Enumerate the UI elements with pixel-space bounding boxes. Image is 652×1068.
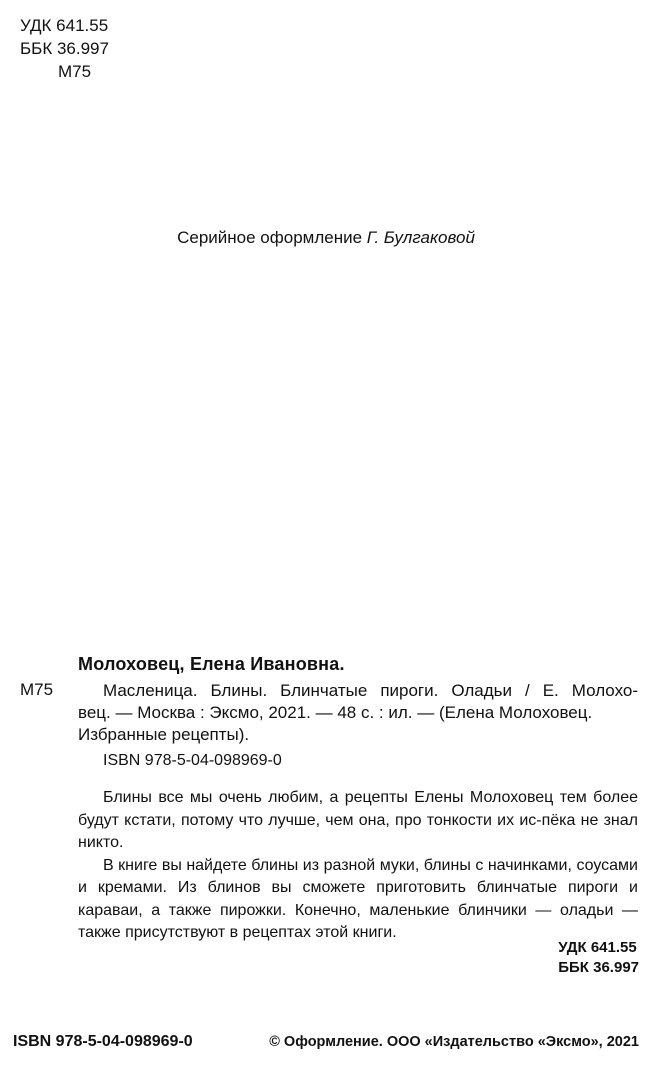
annotation bbox=[78, 787, 638, 945]
bbk-code-bottom: ББК 36.997 bbox=[558, 959, 639, 976]
isbn-line: ISBN 978-5-04-098969-0 bbox=[103, 752, 282, 769]
description-rest: вец. — Москва : Эксмо, 2021. — 48 с. : ил. — (Елена Молоховец. Избранные рецепты). bbox=[78, 703, 593, 744]
bbk-code: ББК 36.997 bbox=[20, 39, 109, 58]
udk-code-bottom: УДК 641.55 bbox=[558, 939, 637, 956]
annotation-paragraph-2: В книге вы найдете блины из разной муки, блины с начинками, соусами и кремами. Из блинов вы сможете приготовить блинчатые пироги и караваи, а также пирожки. Конечно, маленькие блинчики — оладьи — также присутствуют в рецептах этой книги. bbox=[78, 856, 638, 941]
footer-isbn: ISBN 978-5-04-098969-0 bbox=[13, 1033, 193, 1050]
bibliographic-description bbox=[78, 680, 638, 746]
udk-code: УДК 641.55 bbox=[20, 16, 109, 35]
footer-copyright: © Оформление. ООО «Издательство «Эксмо», 2021 bbox=[269, 1034, 639, 1050]
credit-name: Г. Булгаковой bbox=[366, 228, 475, 247]
author-heading: Молоховец, Елена Ивановна. bbox=[78, 654, 345, 674]
description-line-1: Масленица. Блины. Блинчатые пироги. Оладьи / Е. Молохо- bbox=[103, 681, 638, 700]
author-sign-code: М75 bbox=[58, 62, 92, 81]
classification-codes-bottom bbox=[558, 938, 639, 978]
classification-codes-top bbox=[20, 14, 109, 83]
series-design-credit bbox=[0, 228, 652, 248]
credit-label: Серийное оформление bbox=[177, 228, 367, 247]
author-sign-side: М75 bbox=[20, 680, 54, 699]
annotation-paragraph-1: Блины все мы очень любим, а рецепты Елены Молоховец тем более будут кстати, потому что лучше, чем она, про тонкости их ис-пёка не знал никто. bbox=[78, 789, 638, 851]
